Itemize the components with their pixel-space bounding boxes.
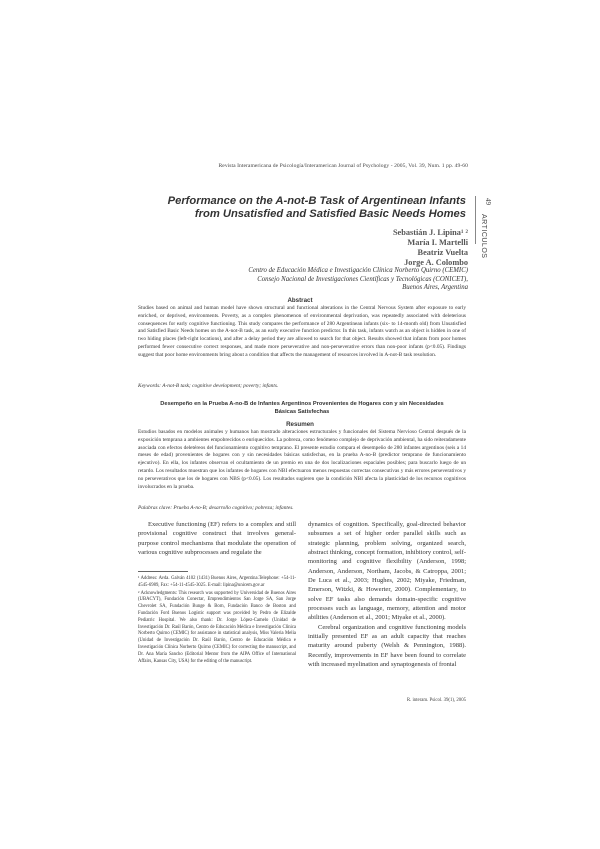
body-paragraph: Executive functioning (EF) refers to a complex and still provisional cognitive construct that involves general-purpose control mechanisms that modulate the operation of various cognitive subprocesses and regulate the — [138, 521, 296, 557]
journal-footer: R. interam. Psicol. 39(1), 2005 — [406, 698, 466, 703]
footnote: ¹ Address: Avda. Galván 4102 (1431) Buenos Aires, Argentina.Telephone: +54-11-4545-6989, Fax: +54-11-4545-3025. E-mail: lipina@unicem.gov.ar — [138, 576, 296, 588]
body-paragraph: Cerebral organization and cognitive functioning models initially presented EF as an adult capacity that reaches maturity around puberty (Welsh & Pennington, 1988). Recently, improvements in EF have been found to correlate with increased myelination and synaptogenesis of frontal — [308, 623, 466, 669]
resumen-body: Estudios basados en modelos animales y humanos han mostrado alteraciones estructurales y funcionales del Sistema Nervioso Central después de la exposición temprana a ambientes empobrecidos o enriquecidos. La pobreza, como fenómeno complejo de deprivación ambiental, ha sido reiteradamente asociada con efectos deletéreos del funcionamiento cognitivo temprano. El presente estudio compara el desempeño de 280 infantes argentinos (seis a 14 meses de edad) provenientes de hogares con y sin necesidades básicas satisfechas, en la prueba A-no-B (predictor temprano de funcionamiento ejecutivo). En ella, los infantes observan el ocultamiento de un premio en una de dos localizaciones espaciales posibles; para buscarlo luego de un retardo. Los resultados muestran que los infantes de hogares con NBI efectuaron menos respuestas correctas consecutivas y más errores perseverativos y no perseverativos que los de hogares con NBS (p<0.05). Los resultados sugieren que la condición NBI afecta la plasticidad de los recursos cognitivos involucrados en la prueba. — [138, 429, 466, 490]
author-name: Beatriz Vuelta — [417, 248, 468, 257]
footnotes — [138, 576, 296, 666]
author-name: María I. Martelli — [407, 238, 468, 247]
author-name: Sebastián J. Lipina¹ ² — [392, 228, 468, 237]
section-tab-divider — [475, 196, 476, 244]
palabras-clave: Palabras clave: Prueba A-no-B; desarrollo cognitivo; pobreza; infantes. — [138, 505, 294, 511]
footnote-divider — [138, 571, 188, 572]
spanish-title: Desempeño en la Prueba A-no-B de Infantes Argentinos Provenientes de Hogares con y sin Necesidades Básicas Satisfechas — [160, 401, 444, 415]
article-title: Performance on the A-not-B Task of Argentinean Infants from Unsatisfied and Satisfied Basic Needs Homes — [167, 195, 466, 220]
running-header: Revista Interamericana de Psicología/Interamerican Journal of Psychology - 2005, Vol. 39, Num. 1 pp. 49-60 — [218, 163, 468, 169]
affiliations — [150, 267, 468, 293]
footnote: ² Acknowledgments: This research was supported by Universidad de Buenos Aires (UBACYT), Fundación Conectar, Emprendimientos San Jorge SA, San Jorge Chevrolet SA, Fundación Bunge & Born, Fundación Banco de Boston and Fundación Ford Buenos Logístic support was provided by Pedro de Elizalde Pediatric Hospital. We also thank: Dr. Jorge López-Camelo (Unidad de Investigación Dr. Raúl Barón, Centro de Educación Médica e Investigación Clínica Norberto Quirno (CEMIC) for assistance in statistical analysis, Miss Valeria Melia (Unidad de Investigación Dr. Raúl Barón, Centro de Educación Médica e Investigación Clínica Norberto Quirno (CEMIC) for correcting the manuscript, and Dr. Ana María Sancho (Editorial Mentor from the AIPA Office of International Affairs, Kansas City, USA) for the editing of the manuscript. — [138, 590, 296, 664]
author-name: Jorge A. Colombo — [404, 258, 468, 267]
keywords: Keywords: A-not-B task; cognitive development; poverty; infants. — [138, 383, 279, 389]
body-paragraph: dynamics of cognition. Specifically, goal-directed behavior subsumes a set of higher order parallel skills such as strategic planning, problem solving, organized search, abstract thinking, concept formation, inhibitory control, self-monitoring and cognitive flexibility (Anderson, 1998; Anderson, Anderson, Northam, Jacobs, & Catroppa, 2001; De Luca et al., 2003; Hughes, 2002; Miyake, Friedman, Emerson, Witzki, & Howerter, 2000). Complementary, to solve EF tasks also demands domain-specific cognitive processes such as language, memory, attention and motor abilities (Anderson et al., 2001; Miyake et al., 2000). — [308, 521, 466, 622]
affiliation-line: Buenos Aires, Argentina — [402, 284, 468, 292]
affiliation-line: Centro de Educación Médica e Investigación Clínica Norberto Quirno (CEMIC) — [248, 267, 468, 274]
abstract-body: Studies based on animal and human model have shown structural and functional alterations in the Central Nervous System after exposure to early enriched, or deprived, environments. Poverty, as a complex phenomenon of environmental deprivation, was repeatedly associated with deleterious consequences for early cognitive functioning. This study compares the performance of 280 Argentinean infants (six- to 14-month old) from Unsatisfied and Satisfied Basic Needs homes on the A-not-B task, as an early executive function predictor. In this task, infants watch as an object is hidden in one of two hiding places (left-right locations), and after a delay period they are allowed to search for that object. Results showed that infants from poor homes performed fewer consecutive correct responses, and made more perseverative and non-perseverative errors than non-poor infants (p<0.05). Findings suggest that poor home environments bring about a condition that affects the management of resources involved in A-not-B task resolution. — [138, 305, 466, 358]
resumen-heading: Resumen — [286, 421, 314, 428]
affiliation-line: Consejo Nacional de Investigaciones Científicas y Tecnológicas (CONICET), — [257, 275, 468, 283]
body-column-left — [138, 520, 296, 557]
abstract-heading: Abstract — [287, 297, 313, 304]
section-tab-label: ARTICULOS — [480, 214, 487, 259]
page-number: 49 — [484, 198, 492, 205]
author-list — [300, 228, 468, 268]
body-column-right — [308, 520, 466, 670]
